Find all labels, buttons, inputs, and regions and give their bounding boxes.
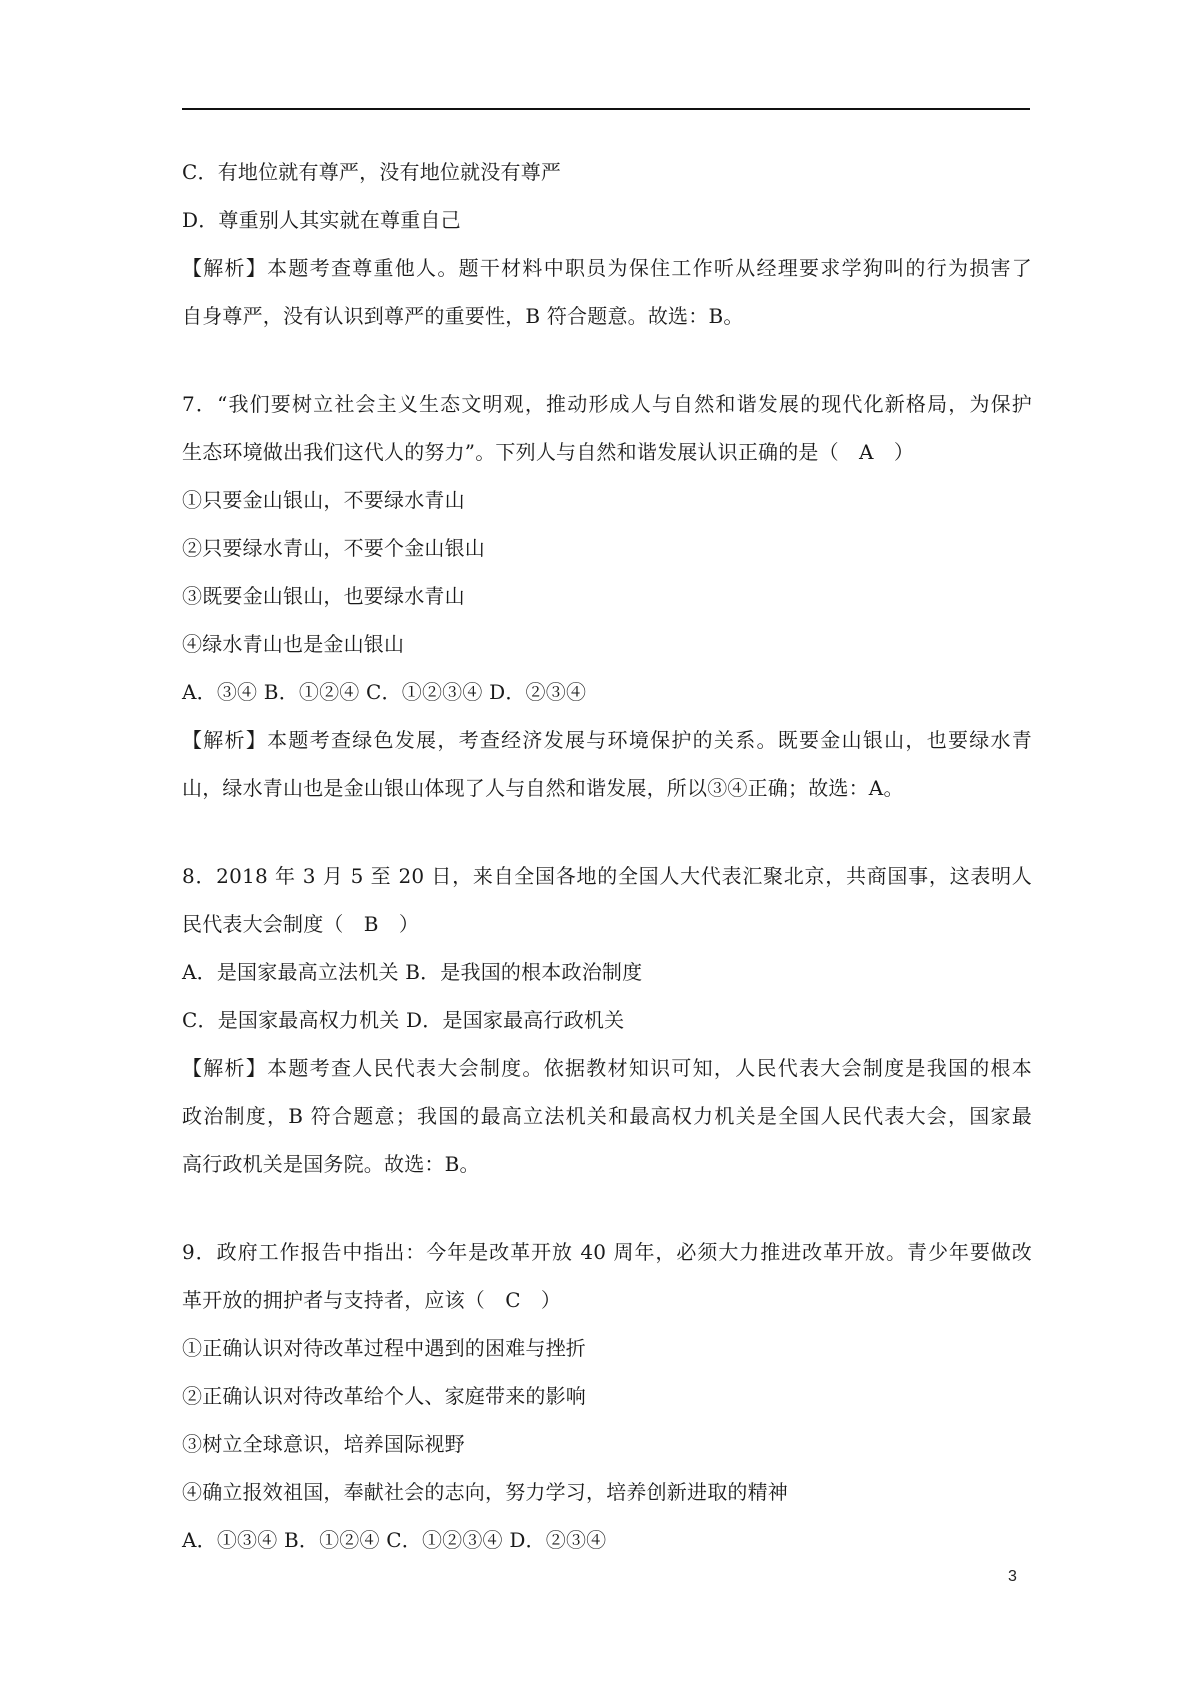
q7-stem-line-1: 7．“我们要树立社会主义生态文明观，推动形成人与自然和谐发展的现代化新格局，为保护 [182,392,1032,416]
q7-analysis-line-2: 山，绿水青山也是金山银山体现了人与自然和谐发展，所以③④正确；故选：A。 [182,776,904,800]
question-gap [182,1188,1032,1228]
q9-stem-line-2: 革开放的拥护者与支持者，应该（ C ） [182,1288,562,1312]
page-number: 3 [1008,1568,1017,1585]
q7-options: A．③④ B．①②④ C．①②③④ D．②③④ [182,680,587,704]
q6-analysis-line-2: 自身尊严，没有认识到尊严的重要性，B 符合题意。故选：B。 [182,304,744,328]
question-gap [182,812,1032,852]
q8-analysis-line-2: 政治制度，B 符合题意；我国的最高立法机关和最高权力机关是全国人民代表大会，国家最 [182,1104,1032,1128]
q7-item-2: ②只要绿水青山，不要个金山银山 [182,536,485,560]
q7-analysis-line-1: 【解析】本题考查绿色发展，考查经济发展与环境保护的关系。既要金山银山，也要绿水青 [182,728,1032,752]
q9-item-1: ①正确认识对待改革过程中遇到的困难与挫折 [182,1336,586,1360]
q8-stem-line-1: 8．2018 年 3 月 5 至 20 日，来自全国各地的全国人大代表汇聚北京，共商国事，这表明人 [182,864,1032,888]
q9-options: A．①③④ B．①②④ C．①②③④ D．②③④ [182,1528,607,1552]
document-body [182,148,1032,1564]
q6-option-d: D．尊重别人其实就在尊重自己 [182,208,461,232]
q8-stem-line-2: 民代表大会制度（ B ） [182,912,420,936]
q6-option-c: C．有地位就有尊严，没有地位就没有尊严 [182,160,562,184]
q7-item-4: ④绿水青山也是金山银山 [182,632,405,656]
q9-item-2: ②正确认识对待改革给个人、家庭带来的影响 [182,1384,586,1408]
q7-stem-line-2: 生态环境做出我们这代人的努力”。下列人与自然和谐发展认识正确的是（ A ） [182,440,915,464]
q7-item-3: ③既要金山银山，也要绿水青山 [182,584,465,608]
q8-analysis-line-1: 【解析】本题考查人民代表大会制度。依据教材知识可知，人民代表大会制度是我国的根本 [182,1056,1032,1080]
header-rule [182,108,1030,110]
q9-stem-line-1: 9．政府工作报告中指出：今年是改革开放 40 周年，必须大力推进改革开放。青少年要做改 [182,1240,1032,1264]
q8-options-line-2: C．是国家最高权力机关 D．是国家最高行政机关 [182,1008,625,1032]
q7-item-1: ①只要金山银山，不要绿水青山 [182,488,465,512]
question-gap [182,340,1032,380]
q9-item-3: ③树立全球意识，培养国际视野 [182,1432,465,1456]
q8-options-line-1: A．是国家最高立法机关 B．是我国的根本政治制度 [182,960,643,984]
q9-item-4: ④确立报效祖国，奉献社会的志向，努力学习，培养创新进取的精神 [182,1480,788,1504]
q8-analysis-line-3: 高行政机关是国务院。故选：B。 [182,1152,480,1176]
q6-analysis-line-1: 【解析】本题考查尊重他人。题干材料中职员为保住工作听从经理要求学狗叫的行为损害了 [182,256,1032,280]
